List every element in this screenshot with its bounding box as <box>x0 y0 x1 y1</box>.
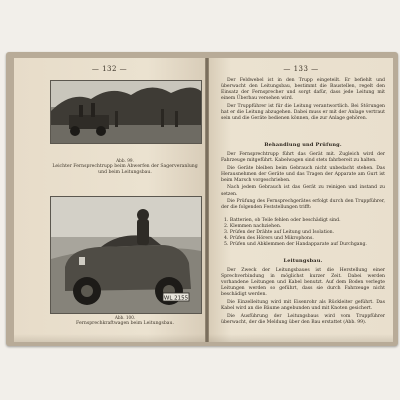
figure-caption-1 <box>50 158 200 176</box>
paragraph: Der Fernsprechtrupp führt das Gerät mit. Zugleich wird der Fahrzeuge mitgeführt. Kabelwagen sind stets fahrbereit zu halten. <box>221 152 385 164</box>
paragraph: Die Einzelleitung wird mit Eisenrohr als Rückleiter geführt. Das Kabel wird an die Bäume angebunden und mit Knoten gesichert. <box>221 299 385 312</box>
left-page <box>14 58 205 342</box>
figure-photo-telephone-car <box>50 196 202 314</box>
right-page <box>209 58 393 342</box>
license-plate: WL 2155 <box>163 295 189 302</box>
figure-caption-2 <box>50 315 200 327</box>
list-item: 2. Klemmen nachziehen. <box>224 224 282 230</box>
checklist <box>223 218 385 248</box>
paragraph: Der Truppführer ist für die Leitung verantwortlich. Bei Störungen hat er die Leitung abzugehen. Dabei muss er mit der Anlage vertraut sein und die Geräte bedienen können, die zur Anlage gehören. <box>221 103 385 122</box>
page-number-left: — 132 — <box>91 65 128 73</box>
page-number-right: — 133 — <box>283 65 319 73</box>
paragraph: Nach jedem Gebrauch ist das Gerät zu reinigen und instand zu setzen. <box>221 185 385 197</box>
paragraph: Der Feldwebel ist in den Trupp eingeteilt. Er befiehlt und überwacht den Leitungsbau, bestimmt die Baustellen, regelt den Einsatz der Fernsprecher und sorgt dafür, dass jede Leitung mit einem Überbau versehen wird. <box>221 78 385 102</box>
paragraph: Die Ausführung der Leitungsbaus wird vom Truppführer überwacht, der die Meldung über den Bau erstattet (Abb. 99). <box>221 313 385 325</box>
subsection-heading: Leitungsbau. <box>283 258 323 264</box>
list-item: 1. Batterien, ob Teile fehlen oder beschädigt sind. <box>224 218 341 223</box>
figure-photo-signal-troop <box>50 80 202 144</box>
list-item: 4. Prüfen des Hörers und Mikrophons. <box>224 236 314 242</box>
figure-label: Abb. 99. <box>116 158 134 163</box>
figure-label: Abb. 100. <box>114 315 136 320</box>
paragraph: Die Prüfung des Fernsprechgerätes erfolgt durch den Truppführer, der die folgenden Feststellungen trifft: <box>221 199 385 211</box>
page-shadow <box>209 334 393 342</box>
open-book <box>6 52 398 346</box>
figure-caption-text: Leichter Fernsprechtrupp beim Abwerfen der Sagerveranlung und beim Leitungsbau. <box>52 164 198 175</box>
list-item: 5. Prüfen und Abklemmen der Handapparate auf Durchgang. <box>224 242 367 248</box>
list-item: 3. Prüfen der Drähte auf Leitung und Isolation. <box>224 230 335 236</box>
section-text <box>221 152 385 213</box>
paragraph: Die Geräte bleiben beim Gebrauch nicht unbedacht stehen. Das Herausnehmen der Geräte und das Tragen der Apparate am Gurt ist beim Marsch vorgeschrieben. <box>221 165 385 183</box>
paragraph: Der Zweck der Leitungsbaues ist die Herstellung einer Sprechverbindung in möglichst kurzer Zeit. Dabei werden vorhandene Leitungen und Kabel benutzt. Auf dem Boden verlegte Leitungen werden so geführt, dass sie durch Fahrzeuge nicht beschädigt werden. <box>221 268 385 298</box>
figure-caption-text: Fernsprechkraftwagen beim Leitungsbau. <box>76 321 174 326</box>
subsection-text <box>221 268 385 327</box>
page-shadow <box>14 334 205 342</box>
intro-text <box>221 78 385 124</box>
section-heading: Behandlung und Prüfung. <box>264 142 342 148</box>
